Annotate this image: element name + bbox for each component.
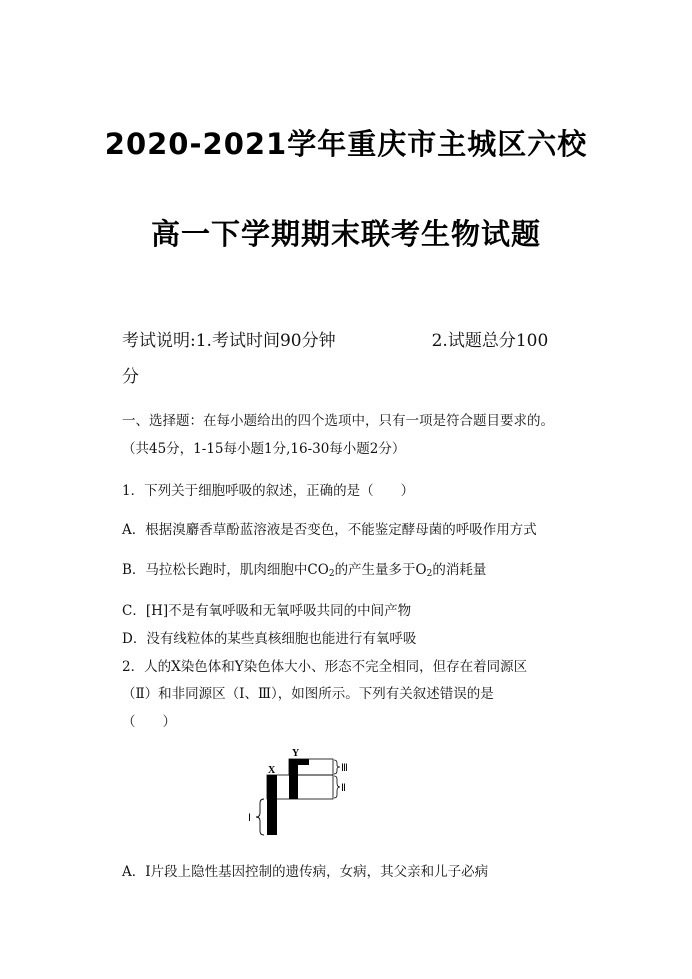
region-ii-label: Ⅱ	[341, 783, 346, 794]
title-line-2: 高一下学期期末联考生物试题	[150, 217, 541, 251]
question-2-stem-line-2: （Ⅱ）和非同源区（Ⅰ、Ⅲ），如图所示。下列有关叙述错误的是	[122, 686, 494, 702]
exam-instructions	[122, 326, 548, 351]
question-1-option-a: A．根据溴麝香草酚蓝溶液是否变色，不能鉴定酵母菌的呼吸作用方式	[122, 522, 537, 538]
xy-chromosome-figure	[226, 745, 366, 845]
question-1-stem: 1．下列关于细胞呼吸的叙述，正确的是（ ）	[122, 483, 415, 499]
question-1-option-d: D．没有线粒体的某些真核细胞也能进行有氧呼吸	[122, 631, 417, 647]
section-scoring: （共45分，1-15每小题1分,16-30每小题2分）	[122, 441, 406, 457]
region-ii-brace	[334, 776, 340, 798]
y-label: Y	[292, 748, 300, 759]
question-1-option-b: B．马拉松长跑时，肌肉细胞中$CO_2$的产生量多于$O_2$的消耗量	[122, 562, 487, 579]
instructions-item-1: 1.考试时间90分钟	[195, 331, 336, 351]
question-2-option-a: A．Ⅰ片段上隐性基因控制的遗传病，女病，其父亲和儿子必病	[122, 864, 489, 880]
instructions-item-2-cont: 分	[122, 367, 139, 387]
instructions-item-2: 2.试题总分100	[431, 331, 549, 351]
region-iii-brace	[334, 760, 340, 774]
region-i-label: Ⅰ	[248, 813, 251, 824]
x-chromosome	[267, 775, 277, 835]
region-iii-label: Ⅲ	[341, 763, 348, 774]
title-line-1: 2020-2021学年重庆市主城区六校	[104, 127, 588, 161]
question-2-stem-line-1: 2．人的X染色体和Y染色体大小、形态不完全相同，但存在着同源区	[122, 659, 528, 675]
region-i-brace	[256, 799, 264, 835]
question-2-stem-line-3: （ ）	[122, 714, 176, 730]
instructions-label: 考试说明:	[122, 331, 196, 351]
y-chromosome-arm	[289, 759, 309, 765]
section-header: 一、选择题：在每小题给出的四个选项中，只有一项是符合题目要求的。	[122, 413, 554, 429]
x-label: X	[268, 765, 276, 776]
question-1-option-c: C．[H]不是有氧呼吸和无氧呼吸共同的中间产物	[122, 603, 412, 619]
